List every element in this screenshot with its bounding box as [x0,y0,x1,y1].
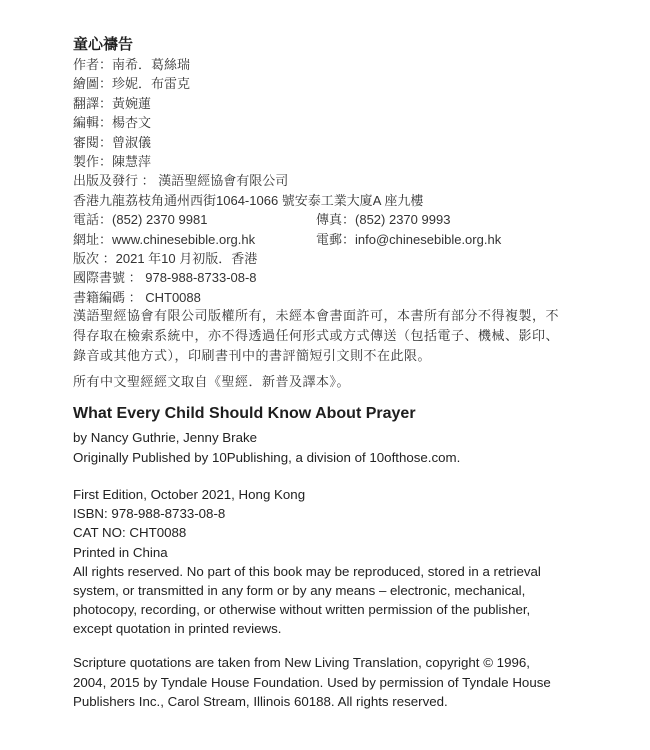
rights-line: system, or transmitted in any form or by any means – electronic, mechanical, [73,583,526,599]
isbn-row [73,268,423,287]
phone-number: (852) 2370 9981 [112,212,208,228]
website-link[interactable]: www.chinesebible.org.hk [112,231,256,247]
scripture-line: Publishers Inc., Carol Stream, Illinois 60188. All rights reserved. [73,694,448,709]
original-publisher: Originally Published by 10Publishing, a division of 10ofthose.com. [73,449,461,465]
catalog-value: CHT0088 [145,289,201,305]
credit-translator [73,94,423,113]
publisher-address [73,191,423,210]
credit-author [73,55,423,74]
chinese-book-title: 童心禱告 [73,36,134,53]
credit-editor [73,113,423,132]
edition-label: 版次 ： [73,250,116,266]
rights-line: 得存取在檢索系統中，亦不得透過任何形式或方式傳送（包括電子、機械、影印、 [73,328,560,343]
email-link[interactable]: info@chinesebible.org.hk [355,231,502,247]
credit-label: 編輯： [73,115,113,131]
isbn: ISBN: 978-988-8733-08-8 [73,506,226,522]
chinese-credits [73,55,502,307]
credit-value: 珍妮．布雷克 [112,76,191,92]
credit-illustrator [73,74,423,93]
credit-label: 繪圖： [73,76,113,92]
fax-label: 傳真： [316,212,356,228]
edition-row [73,249,423,268]
credit-label: 製作： [73,153,113,169]
scripture-line: Scripture quotations are taken from New Living Translation, copyright © 1996, [73,655,530,670]
isbn-label: 國際書號 ： [73,270,146,286]
isbn-value: 978-988-8733-08-8 [145,270,257,286]
catalog-row [73,288,423,307]
credit-label: 審閱： [73,134,113,150]
fax-group [316,210,450,229]
credit-production [73,152,423,171]
web-email-row [73,230,502,249]
catalog-number: CAT NO: CHT0088 [73,525,187,541]
fax-number: (852) 2370 9993 [355,212,451,228]
credit-reviewer [73,133,423,152]
credit-label: 作者： [73,57,113,72]
credit-value: 漢語聖經協會有限公司 [158,173,289,189]
address-text: 香港九龍荔枝角通州西街1064-1066 號安泰工業大廈A 座九樓 [73,192,424,208]
rights-line: 錄音或其他方式），印刷書刊中的書評簡短引文則不在此限。 [73,348,432,363]
english-scripture-note [73,653,551,712]
english-edition-info [73,485,603,639]
credit-publisher [73,171,423,190]
credit-value: 陳慧萍 [112,153,152,169]
rights-line: All rights reserved. No part of this book may be reproduced, stored in a retrieval [73,563,541,579]
credit-label: 翻譯： [73,95,113,111]
authors: by Nancy Guthrie, Jenny Brake [73,430,258,445]
phone-fax-row [73,210,451,229]
chinese-scripture-note: 所有中文聖經經文取自《聖經．新普及譯本》。 [73,374,351,389]
english-byline [73,428,460,467]
credit-value: 曾淑儀 [112,134,152,150]
email-label: 電郵： [316,231,356,247]
web-label: 網址： [73,231,113,247]
catalog-label: 書籍編碼 ： [73,289,146,305]
email-group [316,230,501,249]
english-book-title: What Every Child Should Know About Prayer [73,405,416,422]
credit-value: 南希．葛絲瑞 [112,57,191,72]
edition-value: 2021 年10 月初版．香港 [115,250,258,266]
rights-line: except quotation in printed reviews. [73,621,282,637]
edition: First Edition, October 2021, Hong Kong [73,487,306,502]
rights-line: photocopy, recording, or otherwise without written permission of the publisher, [73,602,531,618]
rights-line: 漢語聖經協會有限公司版權所有，未經本會書面許可，本書所有部分不得複製，不 [73,308,560,323]
credit-value: 黃婉蓮 [112,95,152,111]
printed-in: Printed in China [73,544,168,560]
credit-value: 楊杏文 [112,115,152,131]
phone-label: 電話： [73,212,113,228]
scripture-line: 2004, 2015 by Tyndale House Foundation. Used by permission of Tyndale House [73,674,551,690]
credit-label: 出版及發行 ： [73,173,159,189]
chinese-rights-notice [73,306,593,366]
